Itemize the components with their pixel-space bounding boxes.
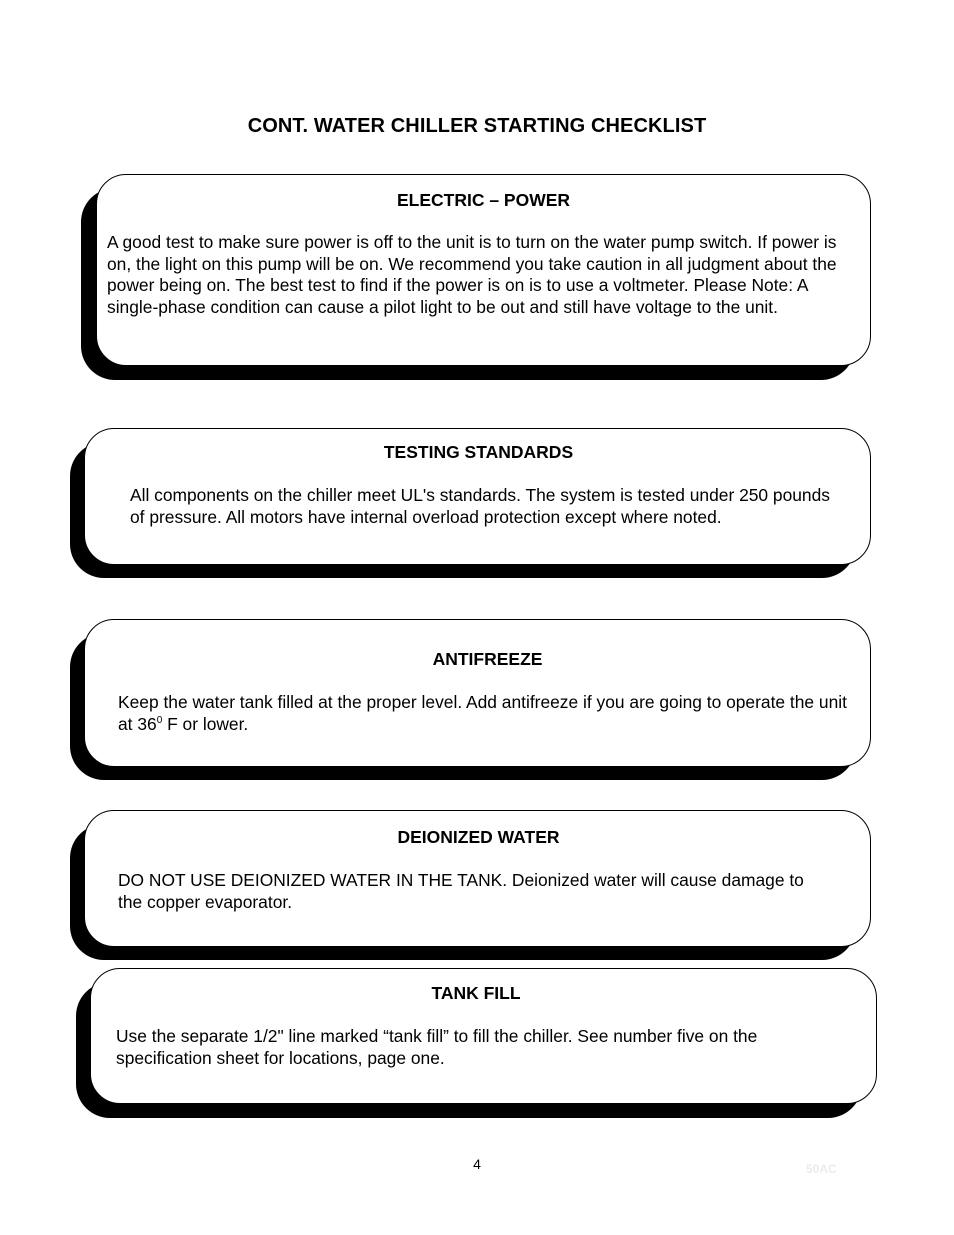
section-box [84, 619, 871, 767]
page-title: CONT. WATER CHILLER STARTING CHECKLIST [247, 115, 707, 137]
document-code: 50AC [806, 1162, 837, 1176]
section-heading: ANTIFREEZE [432, 649, 543, 669]
section-body: DO NOT USE DEIONIZED WATER IN THE TANK. Deionized water will cause damage to the copper evaporator. [118, 870, 804, 912]
section-box [90, 968, 877, 1104]
section-body-text-end: F or lower. [162, 713, 249, 734]
section-heading: TESTING STANDARDS [383, 442, 574, 462]
section-body: A good test to make sure power is off to the unit is to turn on the water pump switch. If power is on, the light on this pump will be on. We recommend you take caution in all judgment about the power being on. The best test to find if the power is on is to use a voltmeter. Please Note: A single-phase condition can cause a pilot light to be out and still have voltage to the unit. [107, 232, 837, 317]
section-heading: DEIONIZED WATER [397, 827, 560, 847]
section-heading: ELECTRIC – POWER [396, 190, 571, 210]
section-box [96, 174, 871, 366]
section-body: Use the separate 1/2" line marked “tank fill” to fill the chiller. See number five on the specification sheet for locations, page one. [116, 1026, 758, 1068]
section-box [84, 428, 871, 565]
section-body [118, 692, 858, 735]
section-body: All components on the chiller meet UL's standards. The system is tested under 250 pounds of pressure. All motors have internal overload protection except where noted. [130, 485, 830, 527]
section-heading: TANK FILL [431, 983, 521, 1003]
page-number: 4 [473, 1156, 481, 1172]
section-box [84, 810, 871, 947]
superscript-degree: 0 [156, 714, 163, 726]
section-body-text: Keep the water tank filled at the proper level. Add antifreeze if you are going to operate the unit at 36 [118, 692, 847, 734]
